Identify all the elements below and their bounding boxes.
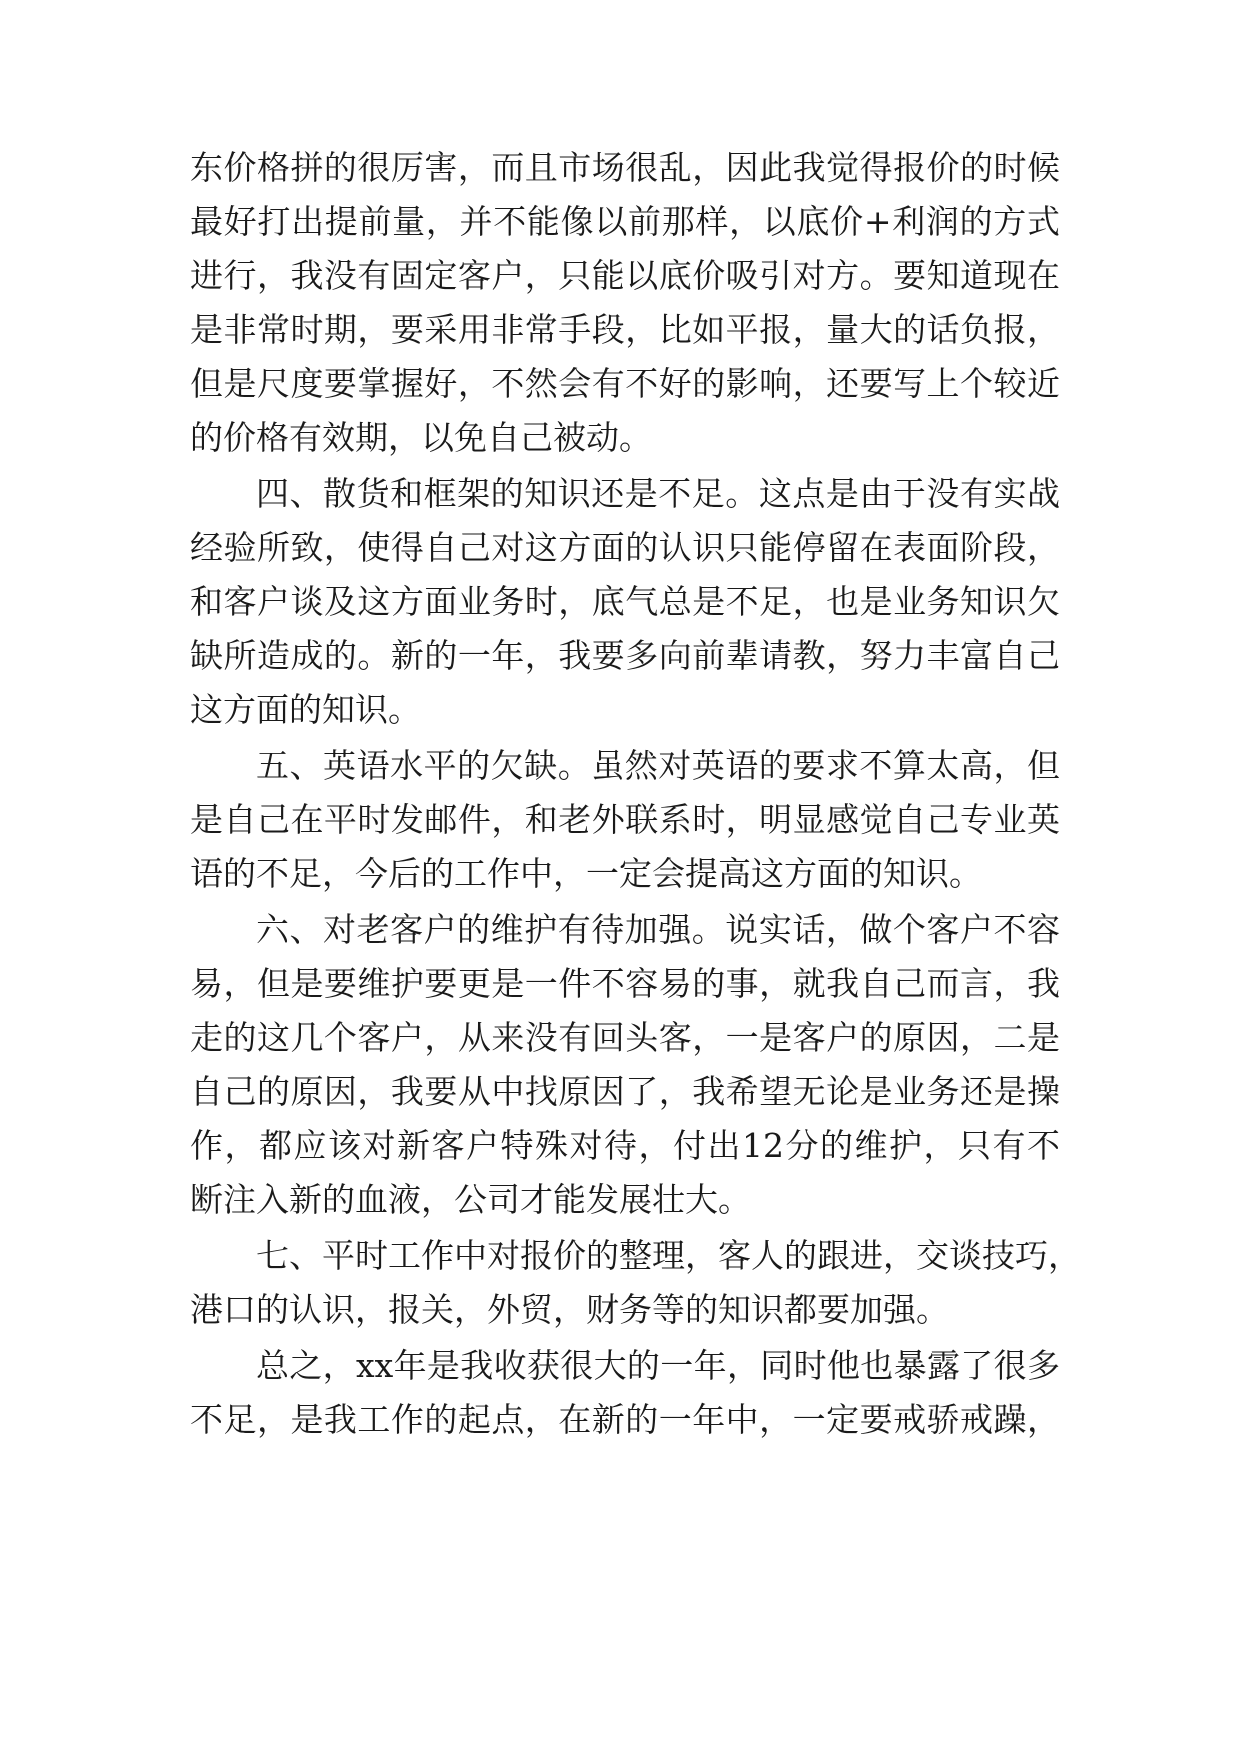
text-line: 经验所致，使得自己对这方面的认识只能停留在表面阶段， [190, 528, 1060, 567]
text-line: 走的这几个客户，从来没有回头客，一是客户的原因，二是 [190, 1018, 1060, 1057]
text-line: 但是尺度要掌握好，不然会有不好的影响，还要写上个较近 [190, 364, 1060, 403]
text-line: 缺所造成的。新的一年，我要多向前辈请教，努力丰富自己 [190, 636, 1060, 675]
text-line: 断注入新的血液，公司才能发展壮大。 [190, 1180, 751, 1219]
text-line: 港口的认识，报关，外贸，财务等的知识都要加强。 [190, 1290, 949, 1329]
paragraph-start-line: 四、散货和框架的知识还是不足。这点是由于没有实战 [256, 474, 1060, 513]
text-line: 最好打出提前量，并不能像以前那样，以底价+利润的方式 [190, 202, 1060, 241]
text-line: 易，但是要维护要更是一件不容易的事，就我自己而言，我 [190, 964, 1060, 1003]
text-line: 作，都应该对新客户特殊对待，付出12分的维护，只有不 [190, 1126, 1060, 1165]
text-line: 不足，是我工作的起点，在新的一年中，一定要戒骄戒躁， [190, 1400, 1060, 1439]
text-line: 进行，我没有固定客户，只能以底价吸引对方。要知道现在 [190, 256, 1060, 295]
text-line: 东价格拼的很厉害，而且市场很乱，因此我觉得报价的时候 [190, 148, 1060, 187]
text-line: 这方面的知识。 [190, 690, 421, 729]
text-line: 是非常时期，要采用非常手段，比如平报，量大的话负报， [190, 310, 1060, 349]
paragraph-start-line: 六、对老客户的维护有待加强。说实话，做个客户不容 [256, 910, 1060, 949]
paragraph-start-line: 五、英语水平的欠缺。虽然对英语的要求不算太高，但 [256, 746, 1060, 785]
text-line: 和客户谈及这方面业务时，底气总是不足，也是业务知识欠 [190, 582, 1060, 621]
text-line: 语的不足，今后的工作中，一定会提高这方面的知识。 [190, 854, 982, 893]
paragraph-start-line: 七、平时工作中对报价的整理，客人的跟进，交谈技巧， [256, 1236, 1081, 1275]
text-line: 的价格有效期，以免自己被动。 [190, 418, 652, 457]
text-line: 自己的原因，我要从中找原因了，我希望无论是业务还是操 [190, 1072, 1060, 1111]
text-line: 是自己在平时发邮件，和老外联系时，明显感觉自己专业英 [190, 800, 1060, 839]
paragraph-start-line: 总之，xx年是我收获很大的一年，同时他也暴露了很多 [256, 1346, 1060, 1385]
